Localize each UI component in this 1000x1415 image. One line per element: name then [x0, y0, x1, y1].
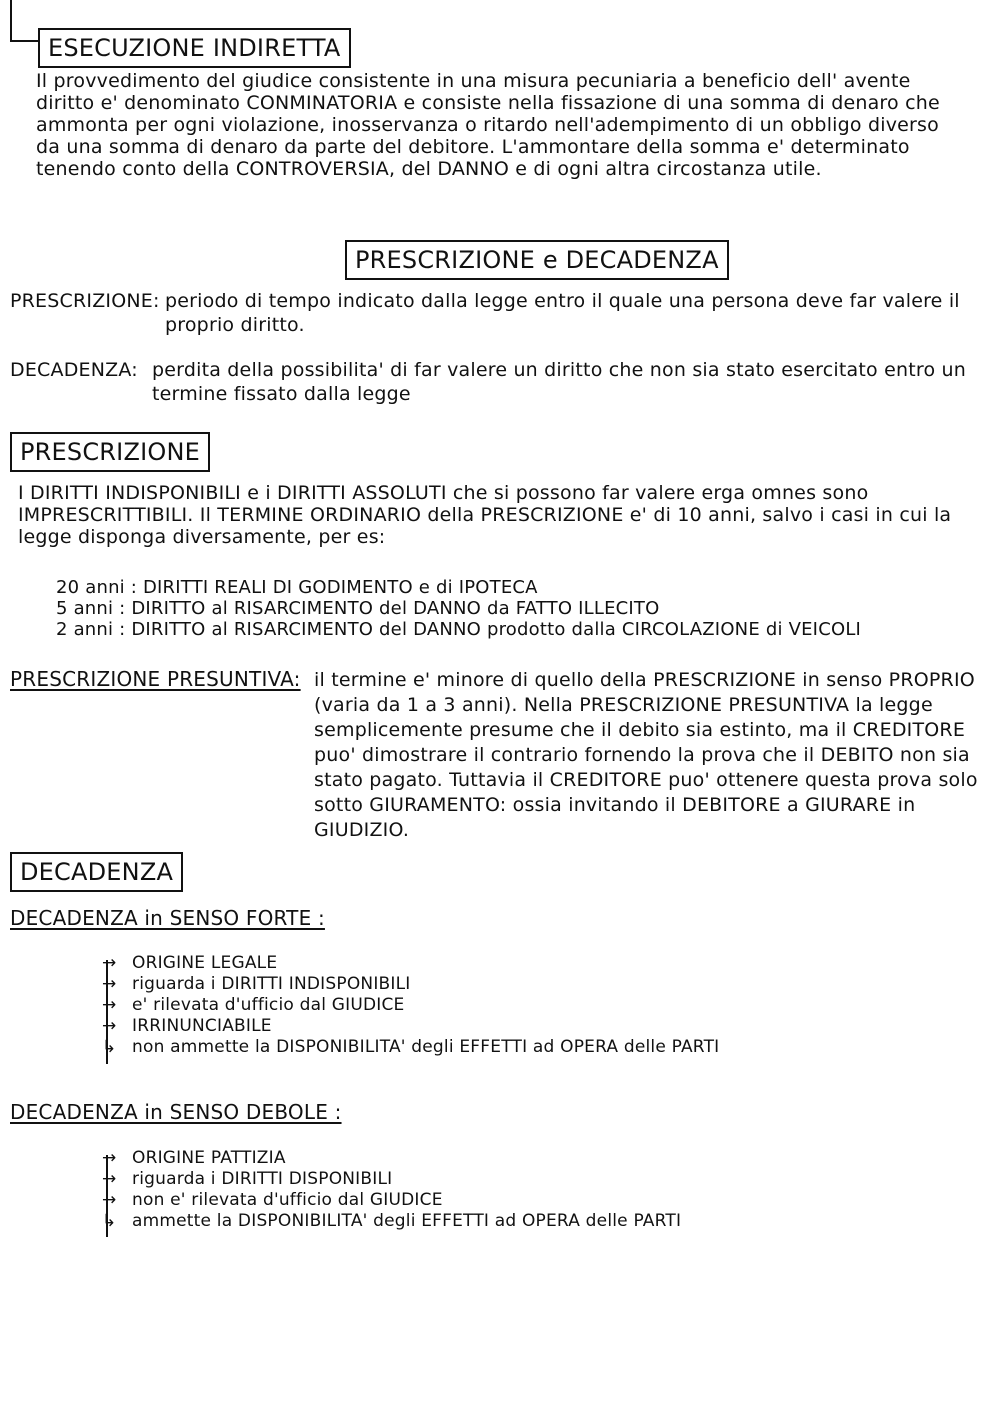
list-item-text: non e' rilevata d'ufficio dal GIUDICE [132, 1190, 443, 1210]
list-item-text: ORIGINE LEGALE [132, 953, 278, 973]
list-item [102, 1016, 719, 1037]
list-item [102, 1148, 681, 1169]
list-item [102, 1211, 681, 1232]
arrow-right-icon: → [102, 1148, 117, 1168]
decadenza-label: DECADENZA: [10, 359, 138, 381]
list-item-text: riguarda i DIRITTI DISPONIBILI [132, 1169, 393, 1189]
list-item [102, 953, 719, 974]
list-item: 20 anni : DIRITTI REALI DI GODIMENTO e di IPOTECA [56, 577, 538, 598]
list-item-text: IRRINUNCIABILE [132, 1016, 272, 1036]
arrow-right-icon: → [102, 995, 117, 1015]
prescrizione-presuntiva-label: PRESCRIZIONE PRESUNTIVA: [10, 667, 301, 691]
list-item [102, 974, 719, 995]
arrow-right-icon: → [102, 1190, 117, 1210]
prescrizione-terms-list [56, 577, 861, 640]
arrow-right-icon: → [102, 953, 117, 973]
arrow-return-icon: ↳ [102, 1211, 117, 1231]
heading-decadenza: DECADENZA [10, 852, 183, 892]
heading-prescrizione-decadenza: PRESCRIZIONE e DECADENZA [345, 240, 729, 280]
list-item-text: riguarda i DIRITTI INDISPONIBILI [132, 974, 411, 994]
list-item-text: ammette la DISPONIBILITA' degli EFFETTI ad OPERA delle PARTI [132, 1211, 682, 1231]
list-item-text: non ammette la DISPONIBILITA' degli EFFETTI ad OPERA delle PARTI [132, 1037, 720, 1057]
corner-bracket-horizontal [10, 40, 38, 42]
decadenza-forte-label: DECADENZA in SENSO FORTE : [10, 906, 325, 930]
arrow-return-icon: ↳ [102, 1037, 117, 1057]
list-item-text: ORIGINE PATTIZIA [132, 1148, 286, 1168]
decadenza-forte-list [102, 953, 719, 1058]
heading-esecuzione-indiretta: ESECUZIONE INDIRETTA [38, 28, 351, 68]
list-item [102, 1169, 681, 1190]
prescrizione-paragraph: I DIRITTI INDISPONIBILI e i DIRITTI ASSOLUTI che si possono far valere erga omnes sono IMPRESCRITTIBILI. Il TERMINE ORDINARIO della PRESCRIZIONE e' di 10 anni, salvo i casi in cui la legge disponga diversamente, per es: [18, 482, 952, 548]
decadenza-definition: perdita della possibilita' di far valere un diritto che non sia stato esercitato entro un termine fissato dalla legge [152, 359, 967, 405]
heading-prescrizione: PRESCRIZIONE [10, 432, 210, 472]
list-item [102, 995, 719, 1016]
list-item [102, 1190, 681, 1211]
arrow-right-icon: → [102, 1016, 117, 1036]
decadenza-debole-list [102, 1148, 681, 1232]
list-item [102, 1037, 719, 1058]
list-item: 5 anni : DIRITTO al RISARCIMENTO del DANNO da FATTO ILLECITO [56, 598, 660, 619]
decadenza-debole-label: DECADENZA in SENSO DEBOLE : [10, 1100, 342, 1124]
list-item: 2 anni : DIRITTO al RISARCIMENTO del DANNO prodotto dalla CIRCOLAZIONE di VEICOLI [56, 619, 862, 640]
prescrizione-label: PRESCRIZIONE: [10, 290, 160, 312]
arrow-right-icon: → [102, 974, 117, 994]
esecuzione-paragraph: Il provvedimento del giudice consistente in una misura pecuniaria a beneficio dell' avente diritto e' denominato CONMINATORIA e consiste nella fissazione di una somma di denaro che ammonta per ogni violazione, inosservanza o ritardo nell'adempimento di un obbligo diverso da una somma di denaro da parte del debitore. L'ammontare della somma e' determinato tenendo conto della CONTROVERSIA, del DANNO e di ogni altra circostanza utile. [36, 70, 940, 180]
arrow-right-icon: → [102, 1169, 117, 1189]
corner-bracket-vertical [10, 0, 12, 42]
prescrizione-definition: periodo di tempo indicato dalla legge entro il quale una persona deve far valere il proprio diritto. [165, 290, 960, 336]
list-item-text: e' rilevata d'ufficio dal GIUDICE [132, 995, 405, 1015]
prescrizione-presuntiva-text: il termine e' minore di quello della PRESCRIZIONE in senso PROPRIO (varia da 1 a 3 anni). Nella PRESCRIZIONE PRESUNTIVA la legge semplicemente presume che il debito sia estinto, ma il CREDITORE puo' dimostrare il contrario fornendo la prova che il DEBITO non sia stato pagato. Tuttavia il CREDITORE puo' ottenere questa prova solo sotto GIURAMENTO: ossia invitando il DEBITORE a GIURARE in GIUDIZIO. [314, 669, 978, 841]
